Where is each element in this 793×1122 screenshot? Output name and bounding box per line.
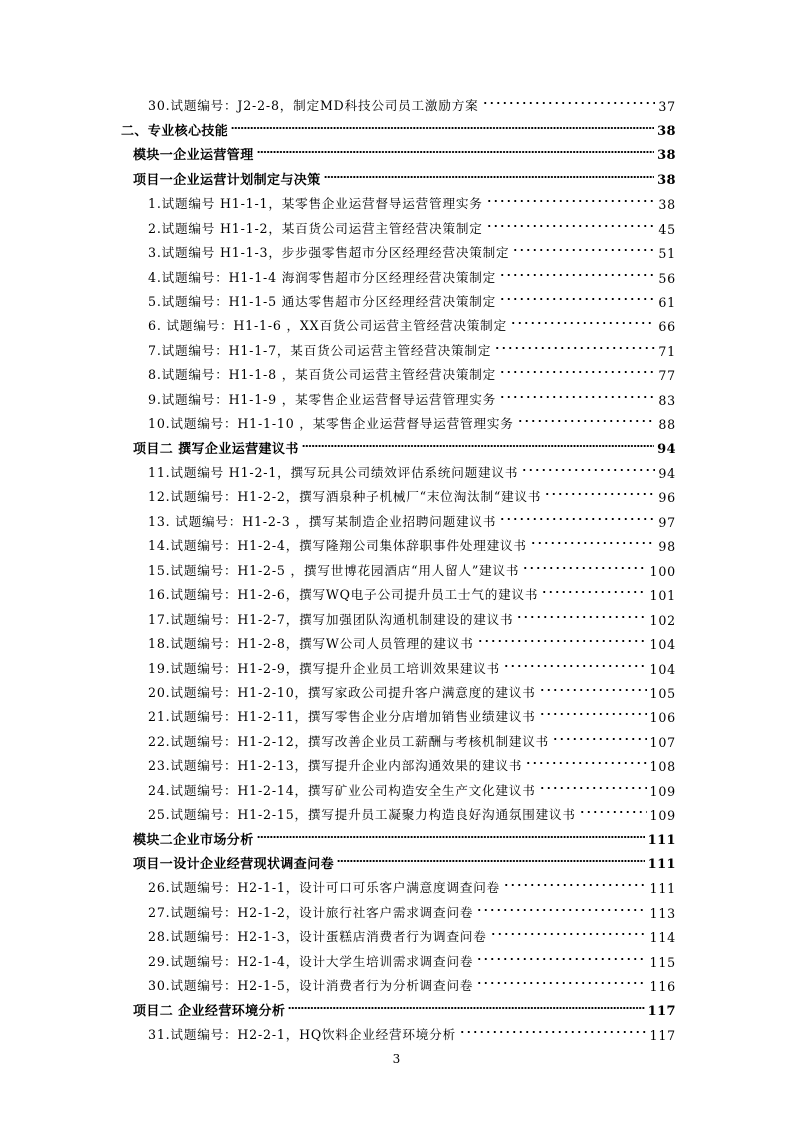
dot-leader <box>510 316 655 330</box>
toc-entry[interactable] <box>148 629 676 653</box>
toc-page-number: 100 <box>649 563 676 579</box>
dot-leader <box>257 145 654 159</box>
toc-page-number: 101 <box>649 588 676 604</box>
toc-entry[interactable] <box>148 189 676 213</box>
dot-leader <box>544 487 655 501</box>
toc-label: 12.试题编号：H1-2-2，撰写酒泉种子机械厂“末位淘汰制“建议书 <box>148 489 542 505</box>
toc-entry[interactable] <box>148 335 676 359</box>
dot-leader <box>459 1025 647 1039</box>
dot-leader <box>486 219 656 233</box>
toc-label: 10.试题编号：H1-1-10 ，某零售企业运营督导运营管理实务 <box>148 416 514 432</box>
dot-leader <box>579 805 647 819</box>
toc-entry[interactable] <box>148 262 676 286</box>
toc-label: 15.试题编号：H1-2-5 ，撰写世博花园酒店“用人留人”建议书 <box>148 562 520 578</box>
toc-entry[interactable] <box>148 580 676 604</box>
dot-leader <box>337 854 645 868</box>
toc-page-number: 61 <box>658 294 676 310</box>
dot-leader <box>517 414 656 428</box>
dot-leader <box>516 610 646 624</box>
toc-label: 30.试题编号：H2-1-5，设计消费者行为分析调查问卷 <box>148 978 474 994</box>
toc-page-number: 102 <box>649 612 676 628</box>
toc-heading[interactable] <box>121 115 676 139</box>
toc-label: 项目一企业运营计划制定与决策 <box>133 172 321 188</box>
dot-leader <box>257 830 645 844</box>
toc-page-number: 96 <box>658 490 676 506</box>
dot-leader <box>503 878 647 892</box>
toc-label: 19.试题编号：H1-2-9，撰写提升企业员工培训效果建议书 <box>148 660 501 676</box>
toc-label: 4.试题编号：H1-1-4 海润零售超市分区经理经营决策制定 <box>148 269 497 285</box>
toc-page-number: 77 <box>658 368 676 384</box>
dot-leader <box>530 536 656 550</box>
toc-label: 26.试题编号：H2-1-1，设计可口可乐客户满意度调查问卷 <box>148 880 501 896</box>
dot-leader <box>525 756 646 770</box>
dot-leader <box>490 927 647 941</box>
toc-entry[interactable] <box>148 482 676 506</box>
toc-label: 项目二 撰写企业运营建议书 <box>133 441 299 457</box>
toc-entry[interactable] <box>148 922 676 946</box>
toc-page-number: 98 <box>658 539 676 555</box>
toc-heading[interactable] <box>133 433 676 457</box>
toc-label: 5.试题编号：H1-1-5 通达零售超市分区经理经营决策制定 <box>148 293 497 309</box>
toc-label: 17.试题编号：H1-2-7，撰写加强团队沟通机制建设的建议书 <box>148 611 514 627</box>
toc-page-number: 38 <box>657 148 676 164</box>
toc-page-number: 66 <box>658 319 676 335</box>
toc-page-number: 51 <box>658 246 676 262</box>
toc-heading[interactable] <box>133 140 676 164</box>
toc-entry[interactable] <box>148 506 676 530</box>
toc-entry[interactable] <box>148 91 676 115</box>
toc-page-number: 38 <box>658 197 676 213</box>
toc-label: 16.试题编号：H1-2-6，撰写WQ电子公司提升员工士气的建议书 <box>148 587 539 603</box>
toc-page-number: 117 <box>649 1028 676 1044</box>
toc-entry[interactable] <box>148 458 676 482</box>
toc-entry[interactable] <box>148 287 676 311</box>
toc-entry[interactable] <box>148 1020 676 1044</box>
toc-heading[interactable] <box>133 849 676 873</box>
toc-entry[interactable] <box>148 751 676 775</box>
toc-entry[interactable] <box>148 702 676 726</box>
toc-label: 18.试题编号：H1-2-8，撰写W公司人员管理的建议书 <box>148 636 474 652</box>
dot-leader <box>476 952 646 966</box>
toc-entry[interactable] <box>148 238 676 262</box>
dot-leader <box>482 96 656 110</box>
dot-leader <box>486 194 656 208</box>
toc-page-number: 45 <box>658 221 676 237</box>
toc-entry[interactable] <box>148 678 676 702</box>
toc-entry[interactable] <box>148 873 676 897</box>
toc-page-number: 116 <box>649 979 676 995</box>
toc-page-number: 104 <box>649 637 676 653</box>
toc-page-number: 56 <box>658 270 676 286</box>
toc-entry[interactable] <box>148 360 676 384</box>
toc-label: 项目一设计企业经营现状调查问卷 <box>133 857 335 872</box>
toc-page-number: 109 <box>649 783 676 799</box>
toc-entry[interactable] <box>148 897 676 921</box>
dot-leader <box>521 463 655 477</box>
toc-page-number: 113 <box>649 905 676 921</box>
toc-entry[interactable] <box>148 384 676 408</box>
dot-leader <box>499 390 655 404</box>
toc-entry[interactable] <box>148 213 676 237</box>
toc-label: 21.试题编号：H1-2-11，撰写零售企业分店增加销售业绩建议书 <box>148 709 536 725</box>
toc-heading[interactable] <box>133 995 676 1019</box>
toc-entry[interactable] <box>148 946 676 970</box>
toc-label: 25.试题编号：H1-2-15，撰写提升员工凝聚力构造良好沟通氛围建议书 <box>148 807 576 823</box>
toc-page-number: 88 <box>658 417 676 433</box>
toc-page-number: 94 <box>658 466 676 481</box>
toc-entry[interactable] <box>148 971 676 995</box>
page-number: 3 <box>392 1052 401 1066</box>
dot-leader <box>539 707 647 721</box>
toc-label: 28.试题编号：H2-1-3，设计蛋糕店消费者行为调查问卷 <box>148 929 487 945</box>
dot-leader <box>494 341 655 355</box>
dot-leader <box>552 732 647 746</box>
dot-leader <box>522 561 646 575</box>
toc-page-number: 111 <box>647 857 676 872</box>
dot-leader <box>499 292 655 306</box>
toc-page-number: 37 <box>658 99 676 115</box>
toc-label: 模块一企业运营管理 <box>133 148 254 164</box>
toc-page-number: 111 <box>649 881 676 897</box>
toc-entry[interactable] <box>148 409 676 433</box>
toc-page-number: 71 <box>658 343 676 359</box>
toc-entry[interactable] <box>148 555 676 579</box>
toc-label: 11.试题编号 H1-2-1，撰写玩具公司绩效评估系统问题建议书 <box>148 465 519 480</box>
dot-leader <box>288 1001 644 1015</box>
toc-label: 23.试题编号：H1-2-13，撰写提升企业内部沟通效果的建议书 <box>148 758 523 774</box>
dot-leader <box>499 365 655 379</box>
toc-label: 20.试题编号：H1-2-10，撰写家政公司提升客户满意度的建议书 <box>148 684 536 700</box>
dot-leader <box>231 121 654 135</box>
toc-label: 30.试题编号：J2-2-8，制定MD科技公司员工激励方案 <box>148 98 479 114</box>
toc-label: 项目二 企业经营环境分析 <box>133 1003 286 1019</box>
dot-leader <box>503 659 647 673</box>
dot-leader <box>539 781 647 795</box>
toc-page-number: 38 <box>657 172 676 188</box>
toc-page-number: 94 <box>657 441 676 457</box>
toc-page-number: 108 <box>649 759 676 775</box>
dot-leader <box>477 634 647 648</box>
dot-leader <box>324 170 654 184</box>
toc-label: 6. 试题编号：H1-1-6 ，XX百货公司运营主管经营决策制定 <box>148 318 507 334</box>
toc-heading[interactable] <box>133 164 676 188</box>
toc-page-number: 115 <box>649 954 676 970</box>
dot-leader <box>302 439 654 453</box>
toc-label: 8.试题编号：H1-1-8 ，某百货公司运营主管经营决策制定 <box>148 367 497 383</box>
dot-leader <box>476 976 646 990</box>
dot-leader <box>512 243 655 257</box>
toc-entry[interactable] <box>148 604 676 628</box>
toc-entry[interactable] <box>148 775 676 799</box>
toc-page-number: 117 <box>647 1003 676 1019</box>
toc-label: 7.试题编号：H1-1-7，某百货公司运营主管经营决策制定 <box>148 342 492 358</box>
toc-entry[interactable] <box>148 653 676 677</box>
dot-leader <box>499 512 655 526</box>
toc-page-number: 83 <box>658 392 676 408</box>
toc-label: 27.试题编号：H2-1-2，设计旅行社客户需求调查问卷 <box>148 904 474 920</box>
toc-label: 模块二企业市场分析 <box>133 832 254 848</box>
dot-leader <box>539 683 647 697</box>
toc-page-number: 114 <box>649 930 676 946</box>
dot-leader <box>541 585 646 599</box>
toc-label: 9.试题编号：H1-1-9 ，某零售企业运营督导运营管理实务 <box>148 391 497 407</box>
toc-label: 31.试题编号：H2-2-1，HQ饮料企业经营环境分析 <box>148 1027 456 1043</box>
dot-leader <box>499 268 655 282</box>
toc-page-number: 109 <box>649 808 676 824</box>
toc-entry[interactable] <box>148 726 676 750</box>
toc-page-number: 107 <box>649 734 676 750</box>
toc-label: 3.试题编号 H1-1-3，步步强零售超市分区经理经营决策制定 <box>148 245 510 261</box>
toc-label: 2.试题编号 H1-1-2，某百货公司运营主管经营决策制定 <box>148 220 483 236</box>
toc-page-number: 105 <box>649 685 676 701</box>
toc-page-number: 97 <box>658 514 676 530</box>
table-of-contents <box>0 91 793 1044</box>
toc-entry[interactable] <box>148 800 676 824</box>
toc-page-number: 106 <box>649 710 676 726</box>
toc-label: 13. 试题编号：H1-2-3 ，撰写某制造企业招聘问题建议书 <box>148 513 497 529</box>
toc-label: 29.试题编号：H2-1-4，设计大学生培训需求调查问卷 <box>148 953 474 969</box>
toc-page-number: 111 <box>647 832 676 848</box>
toc-label: 1.试题编号 H1-1-1，某零售企业运营督导运营管理实务 <box>148 196 483 212</box>
toc-label: 24.试题编号：H1-2-14，撰写矿业公司构造安全生产文化建议书 <box>148 782 536 798</box>
toc-label: 14.试题编号：H1-2-4，撰写隆翔公司集体辞职事件处理建议书 <box>148 538 527 554</box>
toc-label: 22.试题编号：H1-2-12，撰写改善企业员工薪酬与考核机制建议书 <box>148 733 550 749</box>
toc-entry[interactable] <box>148 531 676 555</box>
toc-entry[interactable] <box>148 311 676 335</box>
toc-heading[interactable] <box>133 824 676 848</box>
toc-label: 二、专业核心技能 <box>121 123 229 139</box>
toc-page-number: 38 <box>657 123 676 139</box>
toc-page-number: 104 <box>649 661 676 677</box>
dot-leader <box>476 903 646 917</box>
